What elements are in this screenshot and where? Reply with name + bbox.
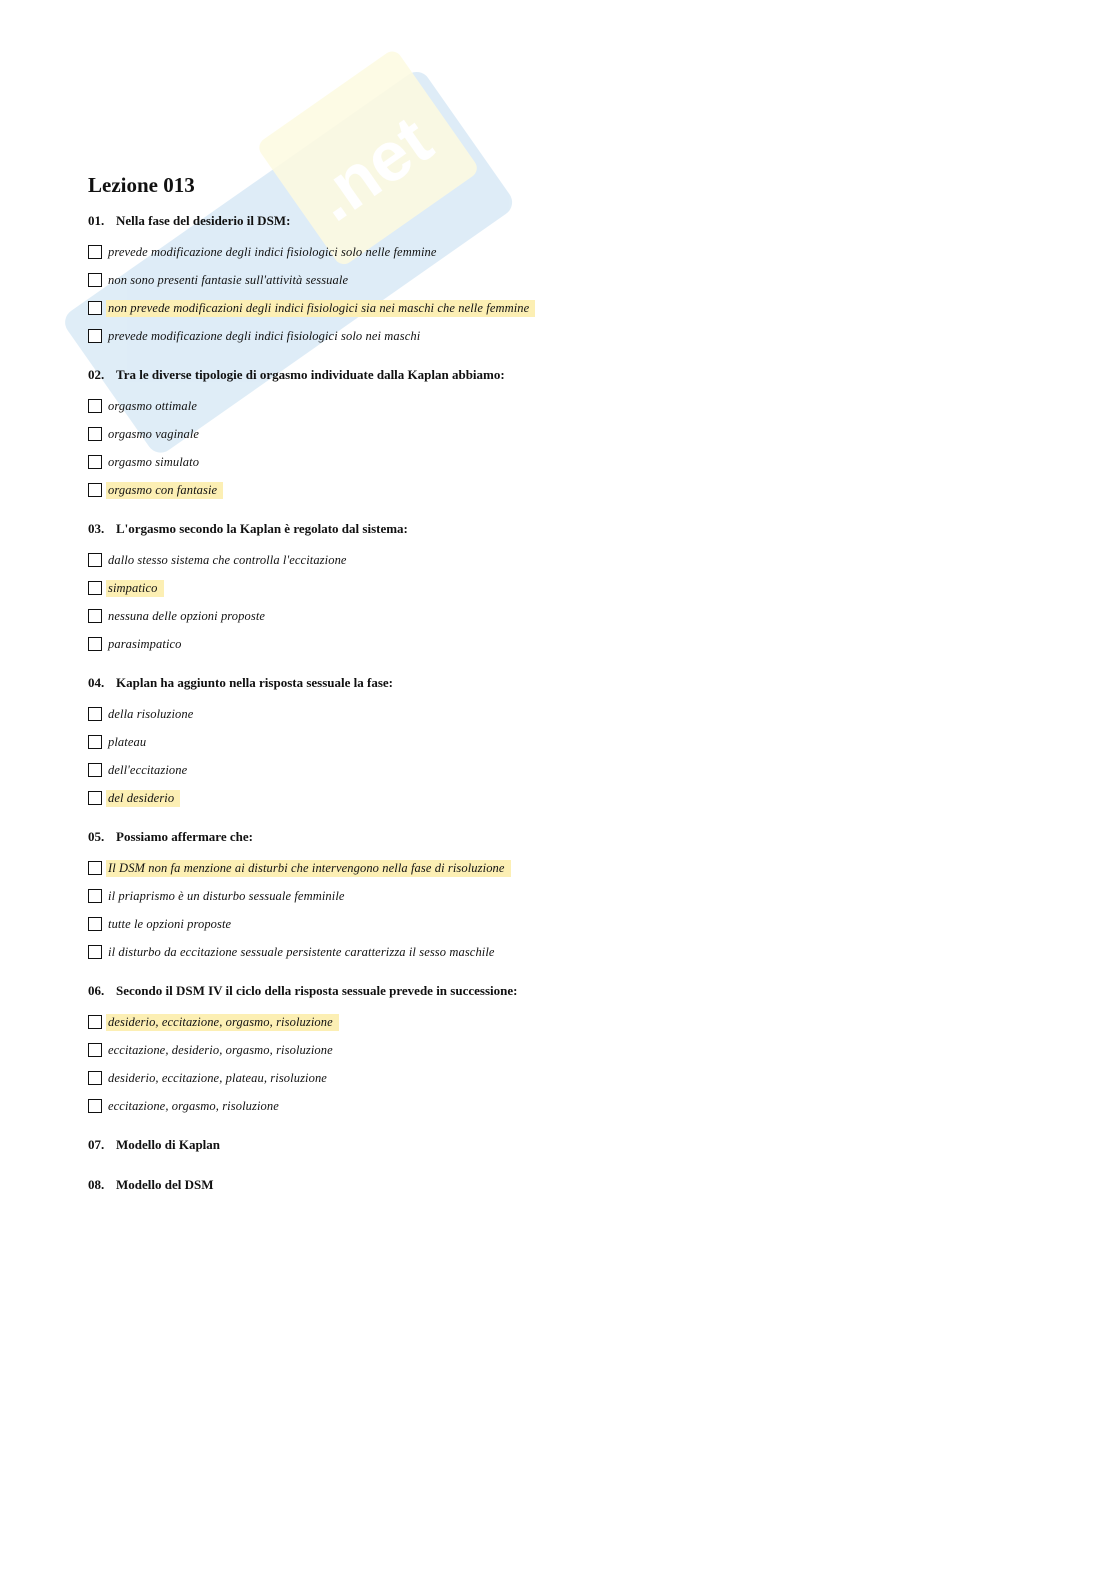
question-heading bbox=[88, 982, 1068, 1000]
checkbox[interactable] bbox=[88, 861, 102, 875]
checkbox[interactable] bbox=[88, 301, 102, 315]
answer-text: dallo stesso sistema che controlla l'eccitazione bbox=[108, 552, 347, 567]
question-text: Possiamo affermare che: bbox=[116, 829, 253, 844]
question-block bbox=[88, 520, 1068, 658]
checkbox[interactable] bbox=[88, 273, 102, 287]
question-number: 04. bbox=[88, 675, 105, 690]
question-heading bbox=[88, 1176, 1068, 1194]
answer-text: prevede modificazione degli indici fisiologici solo nei maschi bbox=[108, 328, 421, 343]
checkbox[interactable] bbox=[88, 455, 102, 469]
answer-option[interactable] bbox=[88, 630, 1068, 658]
answer-text-highlighted: desiderio, eccitazione, orgasmo, risoluzione bbox=[106, 1014, 339, 1031]
question-block bbox=[88, 828, 1068, 966]
answer-option[interactable] bbox=[88, 602, 1068, 630]
watermark-text: .net bbox=[298, 100, 446, 237]
answer-option[interactable] bbox=[88, 938, 1068, 966]
answer-option[interactable] bbox=[88, 882, 1068, 910]
question-block bbox=[88, 1176, 1068, 1194]
answer-text: nessuna delle opzioni proposte bbox=[108, 608, 266, 623]
checkbox[interactable] bbox=[88, 553, 102, 567]
content bbox=[88, 172, 1068, 1216]
question-number: 07. bbox=[88, 1137, 105, 1152]
answer-text: il priaprismo è un disturbo sessuale femminile bbox=[108, 888, 345, 903]
question-text: Nella fase del desiderio il DSM: bbox=[116, 213, 291, 228]
answer-option[interactable] bbox=[88, 1064, 1068, 1092]
question-heading bbox=[88, 520, 1068, 538]
answer-text: prevede modificazione degli indici fisiologici solo nelle femmine bbox=[108, 244, 437, 259]
answer-text: della risoluzione bbox=[108, 706, 194, 721]
checkbox[interactable] bbox=[88, 707, 102, 721]
answer-option[interactable] bbox=[88, 1092, 1068, 1120]
checkbox[interactable] bbox=[88, 1015, 102, 1029]
question-list bbox=[88, 212, 1068, 1194]
question-heading bbox=[88, 1136, 1068, 1154]
checkbox[interactable] bbox=[88, 427, 102, 441]
question-block bbox=[88, 1136, 1068, 1154]
question-block bbox=[88, 674, 1068, 812]
answer-option[interactable] bbox=[88, 392, 1068, 420]
answer-text: il disturbo da eccitazione sessuale persistente caratterizza il sesso maschile bbox=[108, 944, 495, 959]
question-text: Modello di Kaplan bbox=[116, 1137, 221, 1152]
question-text: Secondo il DSM IV il ciclo della risposta sessuale prevede in successione: bbox=[116, 983, 518, 998]
answer-option[interactable] bbox=[88, 322, 1068, 350]
question-text: Kaplan ha aggiunto nella risposta sessuale la fase: bbox=[116, 675, 394, 690]
question-number: 02. bbox=[88, 367, 105, 382]
answer-text: orgasmo simulato bbox=[108, 454, 200, 469]
checkbox[interactable] bbox=[88, 637, 102, 651]
answer-option[interactable] bbox=[88, 756, 1068, 784]
checkbox[interactable] bbox=[88, 483, 102, 497]
checkbox[interactable] bbox=[88, 609, 102, 623]
checkbox[interactable] bbox=[88, 329, 102, 343]
question-number: 05. bbox=[88, 829, 105, 844]
question-number: 03. bbox=[88, 521, 105, 536]
question-heading bbox=[88, 366, 1068, 384]
answer-text: dell'eccitazione bbox=[108, 762, 188, 777]
answer-option[interactable] bbox=[88, 728, 1068, 756]
answer-text: orgasmo ottimale bbox=[108, 398, 197, 413]
answer-option[interactable] bbox=[88, 448, 1068, 476]
checkbox[interactable] bbox=[88, 889, 102, 903]
checkbox[interactable] bbox=[88, 917, 102, 931]
answer-option[interactable] bbox=[88, 574, 1068, 602]
answer-text-highlighted: simpatico bbox=[106, 580, 164, 597]
question-heading bbox=[88, 828, 1068, 846]
question-number: 08. bbox=[88, 1177, 105, 1192]
answer-option[interactable] bbox=[88, 784, 1068, 812]
checkbox[interactable] bbox=[88, 791, 102, 805]
question-block bbox=[88, 982, 1068, 1120]
answer-option[interactable] bbox=[88, 700, 1068, 728]
answer-option[interactable] bbox=[88, 294, 1068, 322]
answer-text: eccitazione, desiderio, orgasmo, risoluzione bbox=[108, 1042, 333, 1057]
question-heading bbox=[88, 212, 1068, 230]
checkbox[interactable] bbox=[88, 735, 102, 749]
page-title: Lezione 013 bbox=[88, 173, 195, 197]
answer-text: parasimpatico bbox=[108, 636, 182, 651]
question-text: Tra le diverse tipologie di orgasmo individuate dalla Kaplan abbiamo: bbox=[116, 367, 505, 382]
answer-option[interactable] bbox=[88, 854, 1068, 882]
answer-option[interactable] bbox=[88, 238, 1068, 266]
question-text: L'orgasmo secondo la Kaplan è regolato dal sistema: bbox=[116, 521, 408, 536]
question-block bbox=[88, 212, 1068, 350]
answer-text: orgasmo vaginale bbox=[108, 426, 200, 441]
answer-option[interactable] bbox=[88, 1036, 1068, 1064]
answer-option[interactable] bbox=[88, 266, 1068, 294]
question-heading bbox=[88, 674, 1068, 692]
answer-text: non sono presenti fantasie sull'attività sessuale bbox=[108, 272, 349, 287]
answer-option[interactable] bbox=[88, 910, 1068, 938]
checkbox[interactable] bbox=[88, 1071, 102, 1085]
checkbox[interactable] bbox=[88, 763, 102, 777]
answer-text: plateau bbox=[108, 734, 147, 749]
answer-text-highlighted: del desiderio bbox=[106, 790, 180, 807]
answer-option[interactable] bbox=[88, 546, 1068, 574]
question-number: 01. bbox=[88, 213, 105, 228]
checkbox[interactable] bbox=[88, 1099, 102, 1113]
answer-text-highlighted: non prevede modificazioni degli indici fisiologici sia nei maschi che nelle femmine bbox=[106, 300, 535, 317]
answer-text: tutte le opzioni proposte bbox=[108, 916, 232, 931]
answer-option[interactable] bbox=[88, 476, 1068, 504]
answer-text: eccitazione, orgasmo, risoluzione bbox=[108, 1098, 279, 1113]
answer-option[interactable] bbox=[88, 1008, 1068, 1036]
question-text: Modello del DSM bbox=[116, 1177, 214, 1192]
answer-text-highlighted: Il DSM non fa menzione ai disturbi che intervengono nella fase di risoluzione bbox=[106, 860, 511, 877]
question-block bbox=[88, 366, 1068, 504]
checkbox[interactable] bbox=[88, 581, 102, 595]
checkbox[interactable] bbox=[88, 245, 102, 259]
answer-option[interactable] bbox=[88, 420, 1068, 448]
answer-text: desiderio, eccitazione, plateau, risoluzione bbox=[108, 1070, 327, 1085]
checkbox[interactable] bbox=[88, 399, 102, 413]
checkbox[interactable] bbox=[88, 945, 102, 959]
checkbox[interactable] bbox=[88, 1043, 102, 1057]
answer-text-highlighted: orgasmo con fantasie bbox=[106, 482, 223, 499]
question-number: 06. bbox=[88, 983, 105, 998]
